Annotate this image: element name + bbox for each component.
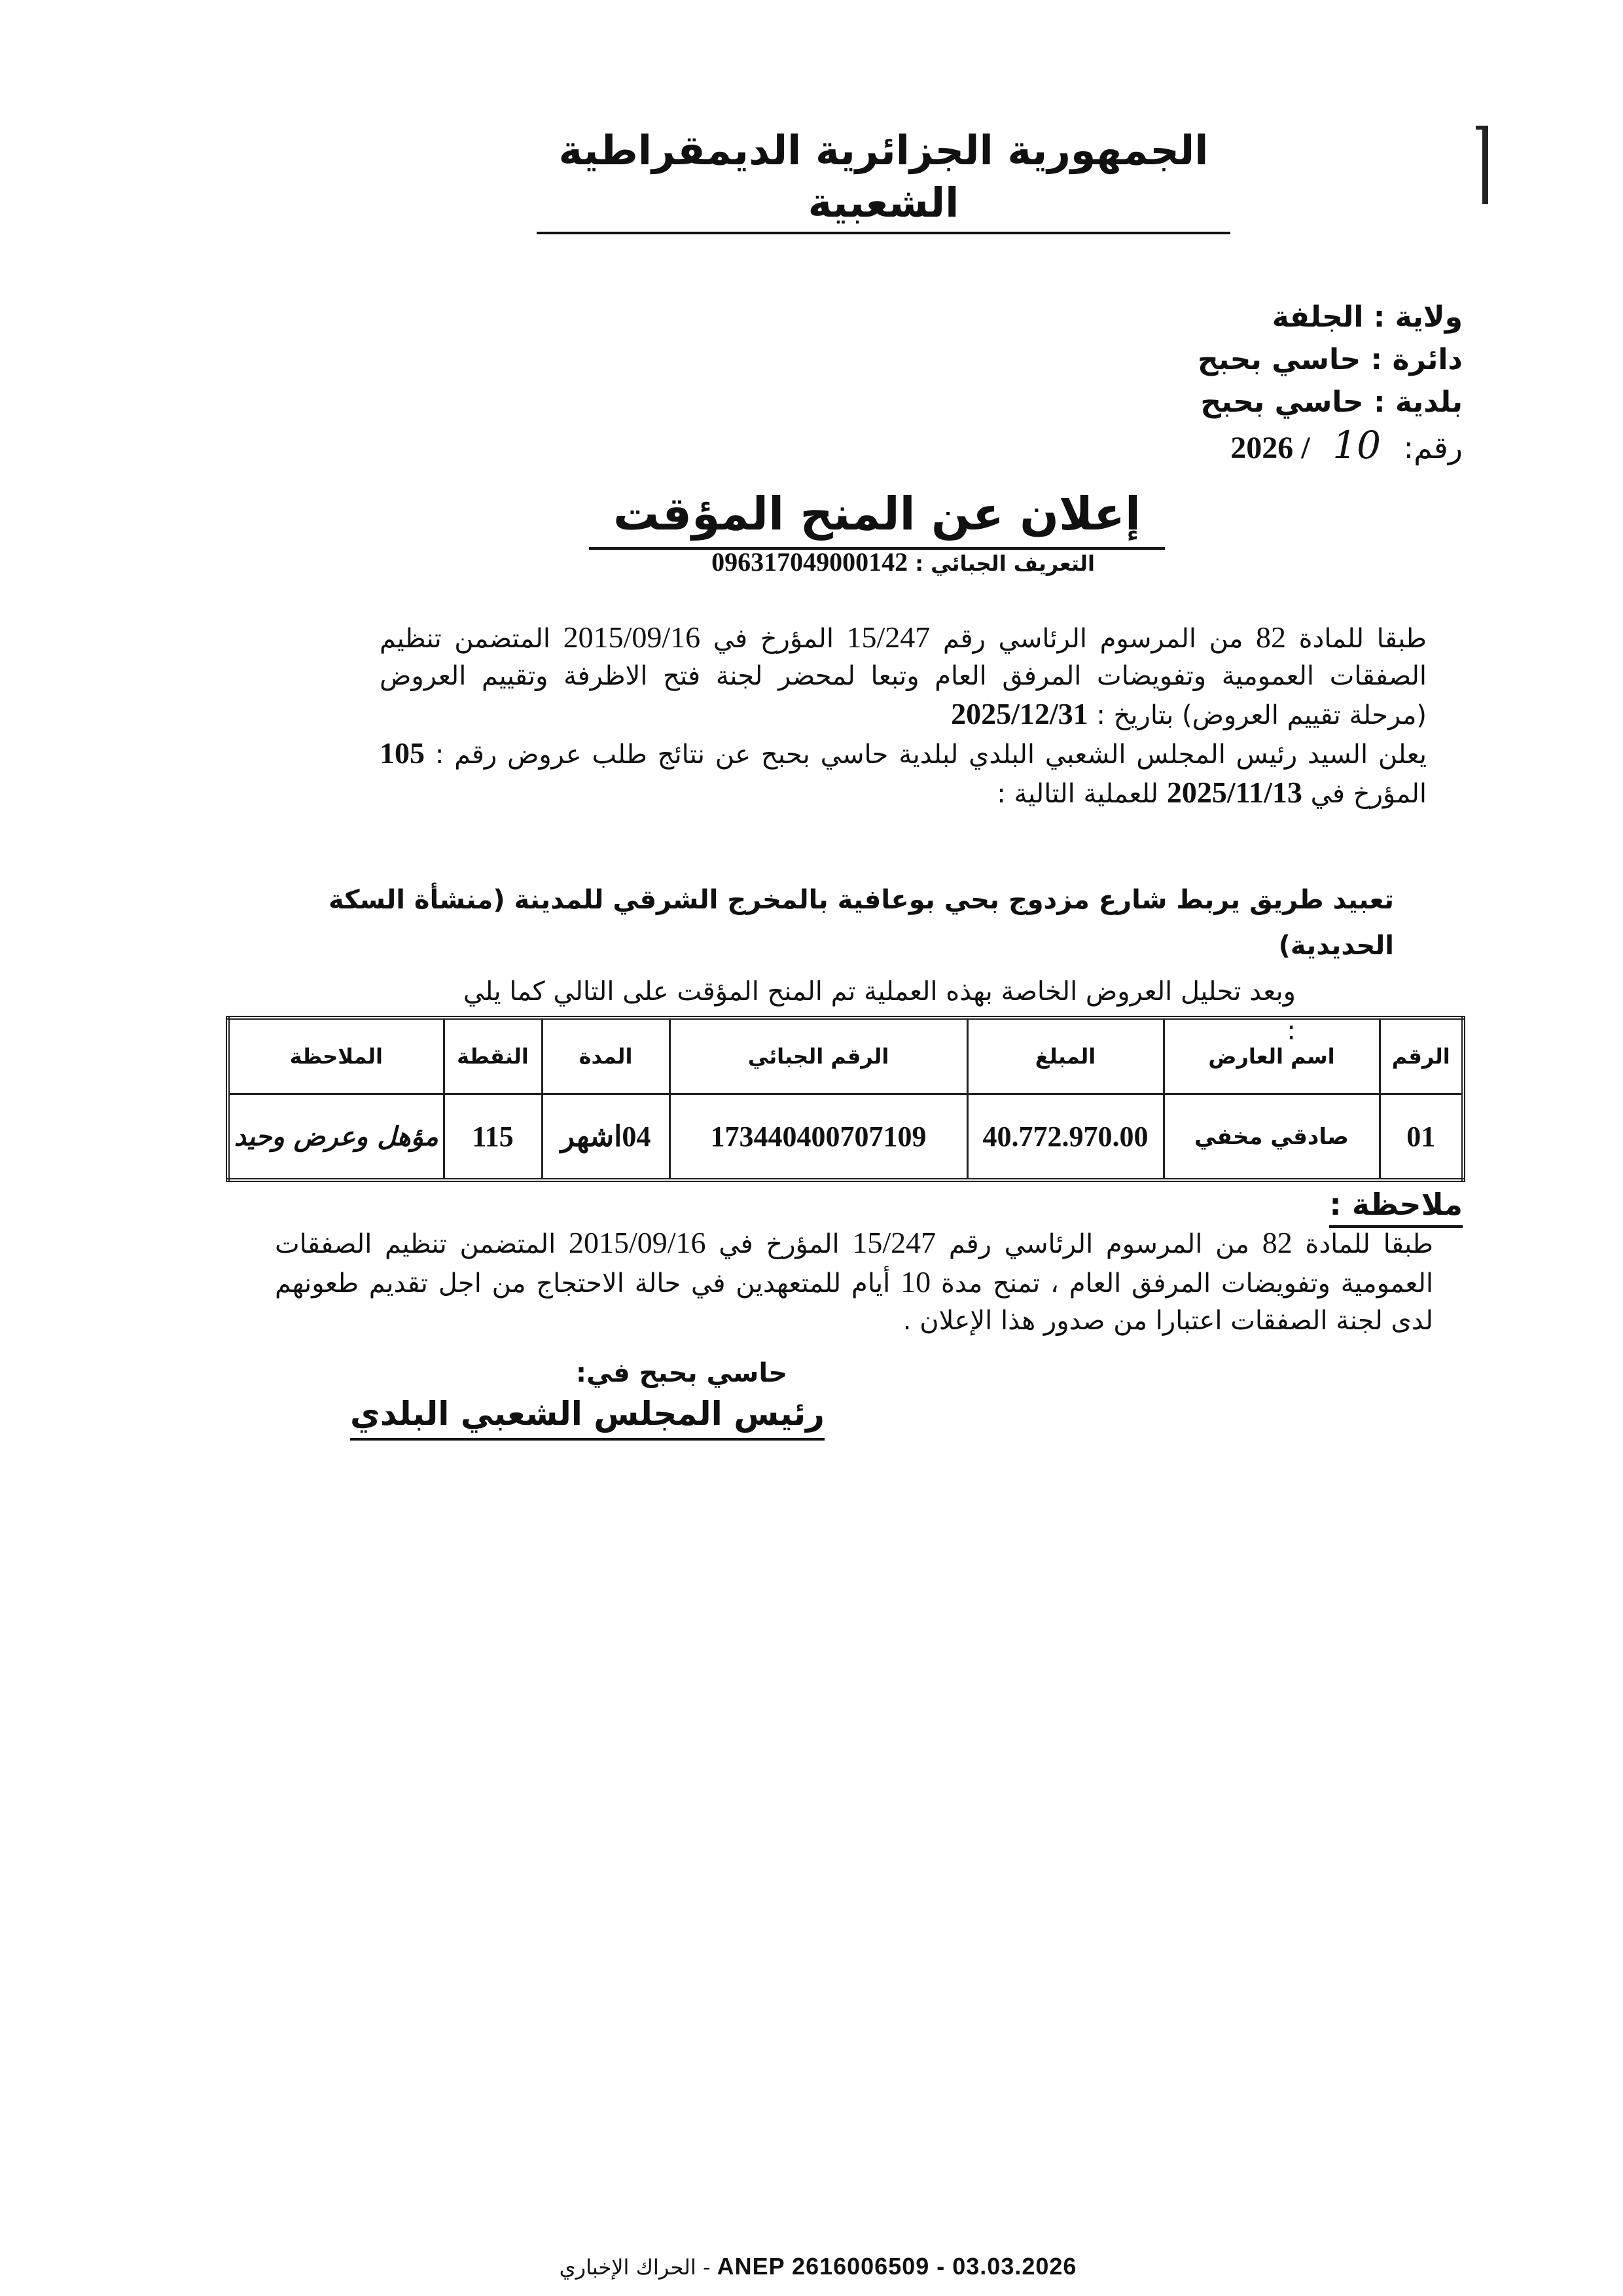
note-label: ملاحظة : [1329,1183,1463,1228]
tax-id-value: 096317049000142 [711,547,908,577]
decree-number: 15/247 [846,620,931,654]
tender-number: 105 [380,736,425,770]
reference-number-handwritten: 10 [1332,423,1382,467]
project-title: تعبيد طريق يربط شارع مزدوج بحي بوعافية بالمخرج الشرقي للمدينة (منشأة السكة الحديدية) [329,885,1394,961]
note-text: أيام للمتعهدين في حالة الاحتجاج من اجل تقديم طعونهم لدى لجنة الصفقات اعتبارا من صدور هذا الإعلان . [275,1268,1433,1336]
note-article-number: 82 [1262,1226,1293,1259]
note-text: طبقا للمادة [1292,1229,1433,1259]
tender-date: 2025/11/13 [1166,776,1302,809]
intro-text: من المرسوم الرئاسي رقم [930,624,1257,654]
cell-score: 115 [444,1094,542,1181]
table-header-row [228,1018,1463,1094]
republic-heading: الجمهورية الجزائرية الديمقراطية الشعبية [537,124,1230,234]
note-decree-number: 15/247 [852,1226,936,1259]
decree-date: 2015/09/16 [563,620,701,654]
commune-line: بلدية : حاسي بحبح [1200,386,1463,419]
daira-value: حاسي بحبح [1197,343,1361,376]
cell-amount: 40.772.970.00 [967,1094,1164,1181]
publisher-name: الحراك الإخباري [559,2255,696,2280]
intro-text: طبقا للمادة [1286,624,1427,654]
cell-tax-number: 173440400707109 [669,1094,967,1181]
tax-id-line [668,547,1139,579]
intro-text: يعلن السيد رئيس المجلس الشعبي البلدي لبلدية حاسي بحبح عن نتائج طلب عروض رقم : [425,740,1427,770]
signatory-title: رئيس المجلس الشعبي البلدي [350,1391,825,1441]
header-duration: المدة [542,1018,669,1094]
note-decree-date: 2015/09/16 [568,1226,706,1259]
note-paragraph [275,1224,1433,1340]
tax-id-label: التعريف الجبائي : [915,551,1095,576]
header-remark: الملاحظة [228,1018,444,1094]
wilaya-value: الجلفة [1272,300,1364,334]
header-score: النقطة [444,1018,542,1094]
anep-code: ANEP 2616006509 - 03.03.2026 [717,2253,1077,2280]
commune-value: حاسي بحبح [1200,386,1364,419]
margin-bracket-mark [1482,126,1488,204]
wilaya-label: ولاية [1395,300,1463,334]
commune-label: بلدية [1395,386,1463,419]
note-text: من المرسوم الرئاسي رقم [936,1229,1262,1259]
signature-place: حاسي بحبح في: [576,1358,788,1388]
announcement-title: إعلان عن المنح المؤقت [589,484,1165,550]
evaluation-date: 2025/12/31 [951,697,1088,730]
award-table [226,1016,1465,1182]
cell-bidder-name: صادقي مخفي [1164,1094,1380,1181]
wilaya-line: ولاية : الجلفة [1272,300,1463,334]
intro-text: المؤرخ في [1302,779,1427,809]
intro-text: المؤرخ في [700,624,847,654]
reference-line [1230,425,1463,468]
table-row [228,1094,1463,1181]
daira-label: دائرة [1392,343,1463,376]
cell-duration: 04اشهر [542,1094,669,1181]
footer-separator: - [696,2255,717,2280]
analysis-sentence: وبعد تحليل العروض الخاصة بهذه العملية تم المنح المؤقت على التالي كما يلي : [463,977,1296,1046]
intro-text: المتضمن تنظيم الصفقات العمومية وتفويضات المرفق العام وتبعا لمحضر لجنة فتح الاظرفة وتقييم العروض (مرحلة تقييم العروض) بتاريخ : [380,624,1427,730]
header-number: الرقم [1380,1018,1463,1094]
cell-remark: مؤهل وعرض وحيد [228,1094,444,1181]
header-tax-number: الرقم الجبائي [669,1018,967,1094]
article-number: 82 [1256,620,1287,654]
daira-line: دائرة : حاسي بحبح [1197,343,1463,376]
appeal-days: 10 [901,1265,931,1299]
reference-year: 2026 / [1230,431,1310,465]
reference-label: رقم: [1403,430,1463,465]
publication-footer [458,2251,1178,2282]
cell-number: 01 [1380,1094,1463,1181]
note-text: المؤرخ في [705,1229,853,1259]
header-amount: المبلغ [967,1018,1164,1094]
note-text: المتضمن تنظيم الصفقات العمومية وتفويضات المرفق العام ، تمنح مدة [275,1229,1433,1299]
header-bidder-name: اسم العارض [1164,1018,1380,1094]
intro-text: للعملية التالية : [997,779,1167,809]
intro-paragraph [380,619,1427,813]
